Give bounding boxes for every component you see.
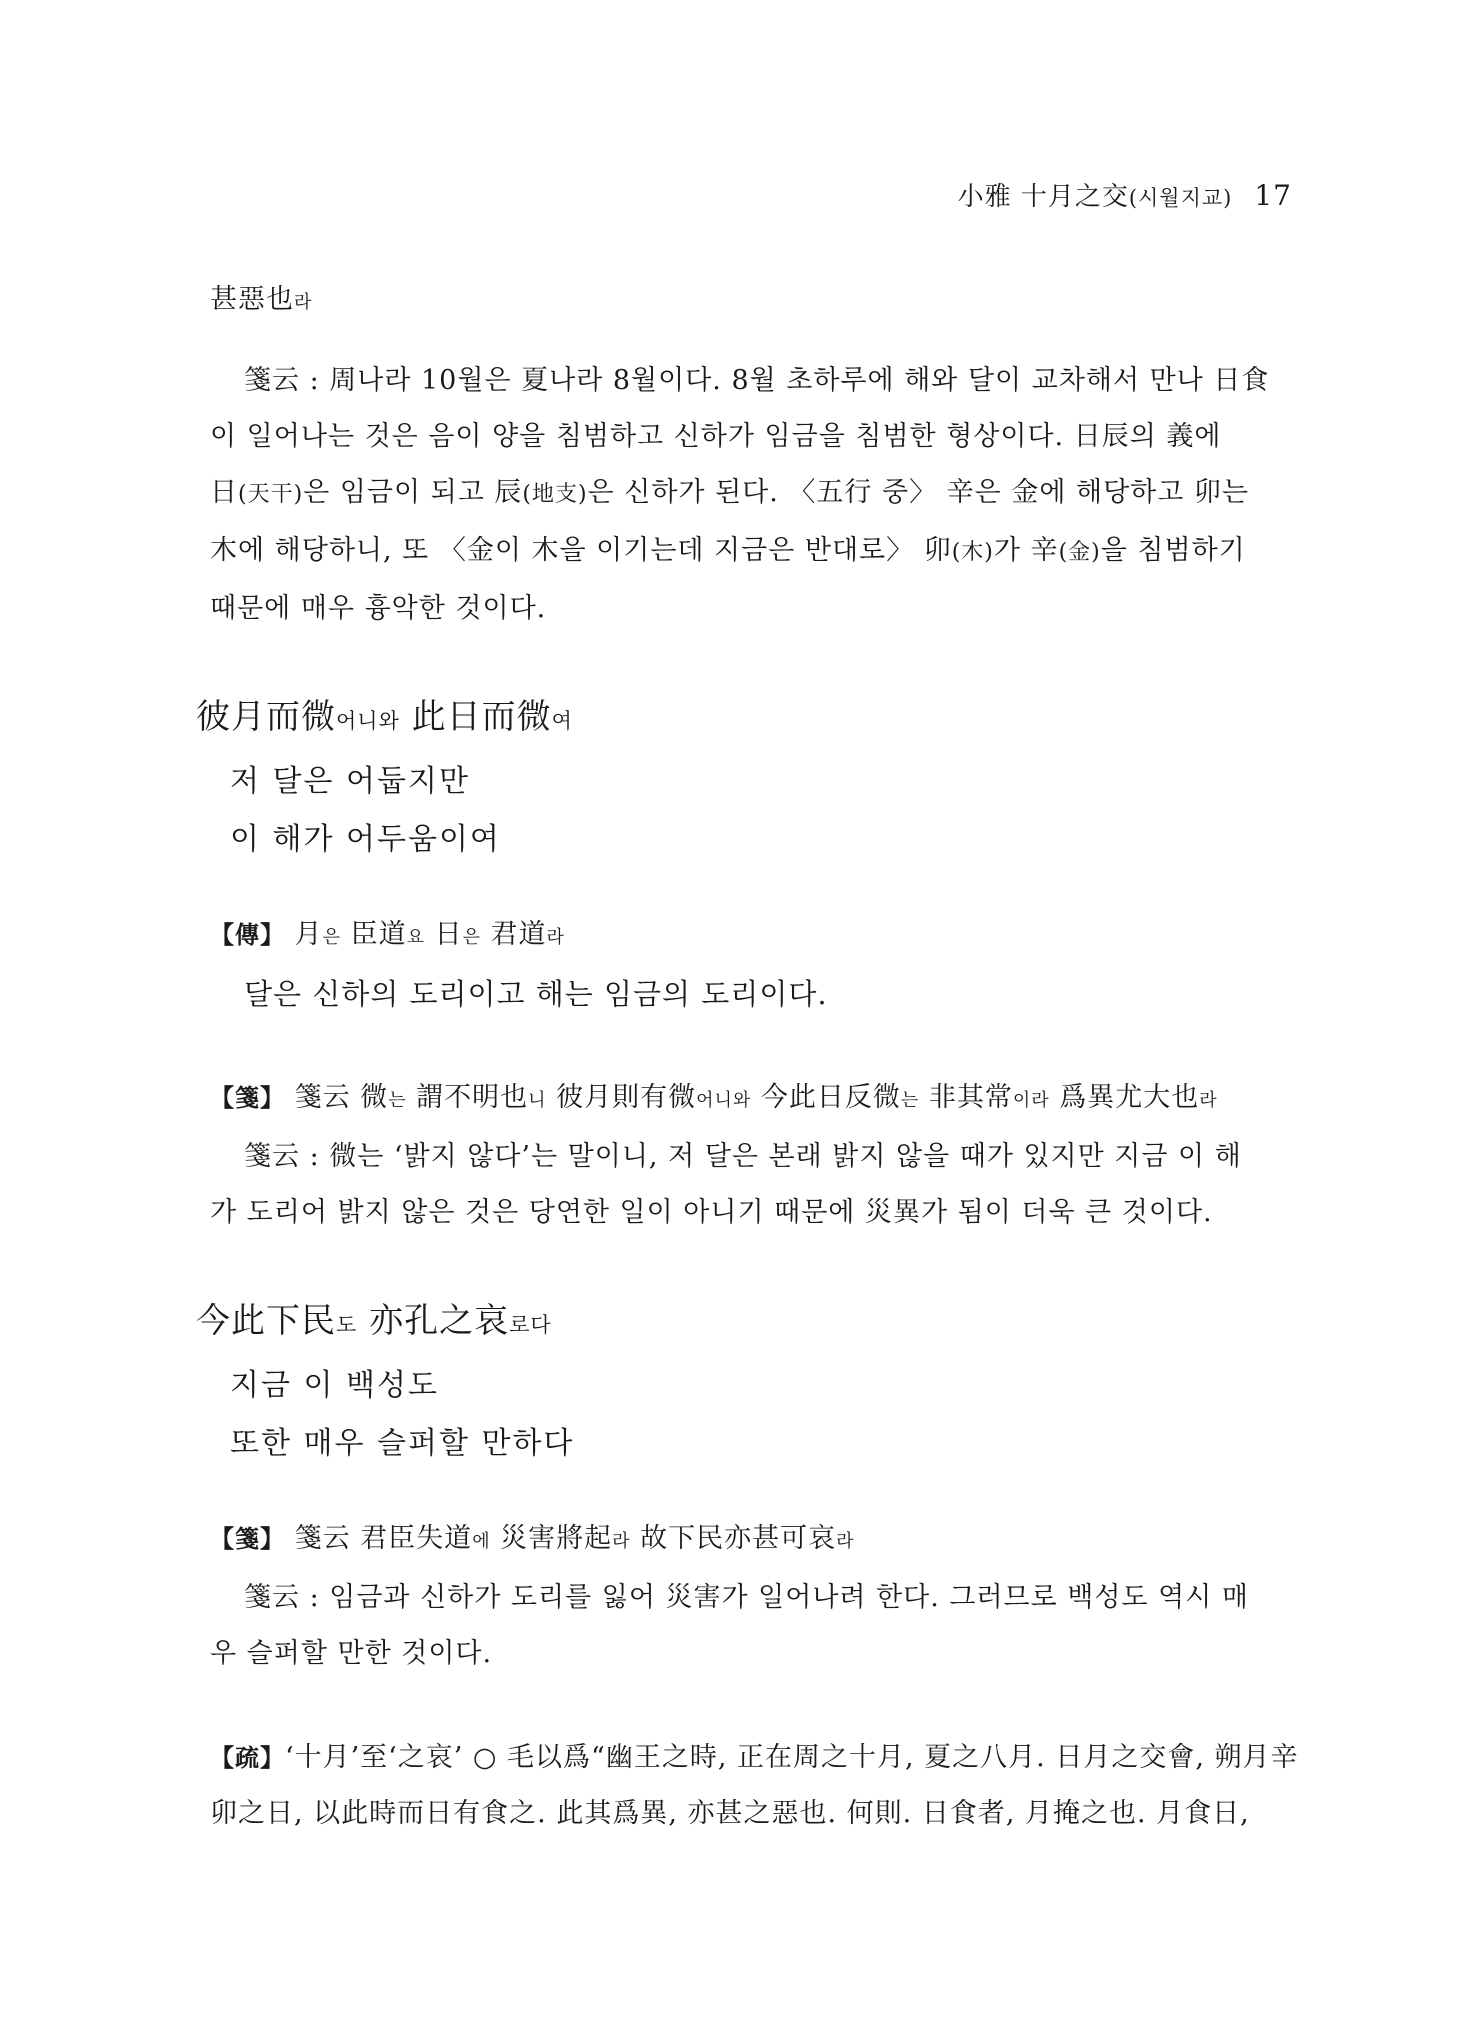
shu-commentary-line: 卯之日, 以此時而日有食之. 此其爲異, 亦甚之惡也. 何則. 日食者, 月掩之也. 月食日, bbox=[210, 1798, 1250, 1829]
zhuan-commentary bbox=[210, 907, 1282, 966]
commentary-tag: 【箋】 bbox=[210, 1525, 285, 1553]
hanja-text: 非其常 bbox=[928, 1082, 1013, 1113]
particle-text: 니 bbox=[528, 1090, 547, 1111]
shu-text: ‘十月’至‘之哀’ ○ 毛以爲“幽王之時, 正在周之十月, 夏之八月. 日月之交會, 朔月辛 bbox=[285, 1742, 1299, 1773]
running-head-title: 小雅 十月之交 bbox=[957, 182, 1129, 212]
hanja-text: 臣道 bbox=[350, 919, 407, 950]
hanja-text: 君道 bbox=[490, 919, 547, 950]
particle-text: 라 bbox=[294, 292, 313, 313]
commentary-tag: 【疏】 bbox=[210, 1744, 285, 1772]
gloss-span: (天干) bbox=[238, 482, 304, 507]
hanja-text: 箋云 微 bbox=[294, 1082, 389, 1113]
hanja-text: 災害將起 bbox=[500, 1523, 613, 1554]
hanja-text: 日 bbox=[434, 919, 463, 950]
text-span: 日 bbox=[210, 477, 238, 508]
hanja-text: 爲異尤大也 bbox=[1059, 1082, 1200, 1113]
particle-text: 이라 bbox=[1012, 1090, 1050, 1111]
particle-text: 라 bbox=[612, 1531, 631, 1552]
verse-translation: 이 해가 어두움이여 bbox=[230, 822, 501, 857]
hanja-text: 謂不明也 bbox=[416, 1082, 529, 1113]
particle-text: 라 bbox=[836, 1531, 855, 1552]
particle-text: 라 bbox=[546, 927, 565, 948]
running-head-title-reading: (시월지교) bbox=[1128, 186, 1233, 210]
particle-text: 에 bbox=[472, 1531, 491, 1552]
zhuan-translation: 달은 신하의 도리이고 해는 임금의 도리이다. bbox=[244, 977, 828, 1011]
gloss-span: (地支) bbox=[522, 482, 588, 507]
hanja-text: 月 bbox=[294, 919, 323, 950]
verse-particle: 로다 bbox=[509, 1313, 552, 1337]
particle-text: 라 bbox=[1199, 1090, 1218, 1111]
jian-commentary bbox=[210, 1511, 1282, 1570]
hanja-text: 甚惡也 bbox=[210, 284, 294, 315]
jian-translation-line: 箋云 : 周나라 10월은 夏나라 8월이다. 8월 초하루에 해와 달이 교차해서 만나 日食 bbox=[244, 365, 1270, 396]
verse-hanja: 此日而微 bbox=[411, 697, 552, 737]
jian-commentary bbox=[210, 1070, 1282, 1129]
text-span: 을 침범하기 bbox=[1100, 535, 1246, 566]
text-span: 은 임금이 되고 辰 bbox=[303, 477, 523, 508]
verse-hanja: 亦孔之哀 bbox=[369, 1301, 510, 1341]
shu-commentary-line bbox=[210, 1730, 1299, 1786]
verse-hanja: 今此下民 bbox=[196, 1301, 336, 1341]
jian-translation-line bbox=[210, 465, 1282, 523]
page-body bbox=[196, 272, 1299, 1842]
text-line bbox=[210, 272, 1282, 331]
commentary-tag: 【傳】 bbox=[210, 921, 285, 949]
hanja-text: 故下民亦甚可哀 bbox=[640, 1523, 837, 1554]
hanja-text: 箋云 君臣失道 bbox=[294, 1523, 473, 1554]
particle-text: 어니와 bbox=[696, 1090, 752, 1111]
gloss-span: (金) bbox=[1058, 540, 1101, 565]
text-span: 은 신하가 된다. 〈五行 중〉 辛은 金에 해당하고 卯는 bbox=[587, 477, 1249, 508]
jian-translation-line: 이 일어나는 것은 음이 양을 침범하고 신하가 임금을 침범한 형상이다. 日辰의 義에 bbox=[210, 421, 1222, 452]
verse-translation: 저 달은 어둡지만 bbox=[230, 764, 470, 799]
text-span: 가 辛 bbox=[993, 535, 1059, 566]
running-head bbox=[958, 176, 1292, 213]
jian-translation-line: 箋云 : 임금과 신하가 도리를 잃어 災害가 일어나려 한다. 그러므로 백성도 역시 매 bbox=[244, 1582, 1249, 1613]
verse-line bbox=[196, 685, 1282, 753]
particle-text: 은 bbox=[322, 927, 341, 948]
page-number: 17 bbox=[1254, 179, 1292, 212]
particle-text: 는 bbox=[388, 1090, 407, 1111]
verse-hanja: 彼月而微 bbox=[196, 697, 336, 737]
hanja-text: 彼月則有微 bbox=[556, 1082, 697, 1113]
text-span: 木에 해당하니, 또 〈金이 木을 이기는데 지금은 반대로〉 卯 bbox=[210, 535, 952, 566]
jian-translation-line: 가 도리어 밝지 않은 것은 당연한 일이 아니기 때문에 災異가 됨이 더욱 큰 것이다. bbox=[210, 1197, 1213, 1228]
verse-particle: 어니와 bbox=[336, 709, 400, 733]
verse-particle: 여 bbox=[551, 709, 573, 733]
particle-text: 는 bbox=[900, 1090, 920, 1111]
verse-line bbox=[196, 1289, 1282, 1357]
jian-translation-line: 때문에 매우 흉악한 것이다. bbox=[210, 593, 547, 624]
gloss-span: (木) bbox=[951, 540, 994, 565]
hanja-text: 今此日反微 bbox=[760, 1082, 901, 1113]
verse-particle: 도 bbox=[336, 1313, 358, 1337]
particle-text: 요 bbox=[406, 927, 425, 948]
jian-translation-line: 우 슬퍼할 만한 것이다. bbox=[210, 1638, 493, 1669]
particle-text: 은 bbox=[462, 927, 481, 948]
verse-translation: 지금 이 백성도 bbox=[230, 1368, 439, 1403]
commentary-tag: 【箋】 bbox=[210, 1084, 285, 1112]
jian-translation-line bbox=[210, 523, 1282, 581]
jian-translation-line: 箋云 : 微는 ‘밝지 않다’는 말이니, 저 달은 본래 밝지 않을 때가 있지만 지금 이 해 bbox=[244, 1141, 1242, 1172]
verse-translation: 또한 매우 슬퍼할 만하다 bbox=[230, 1426, 575, 1461]
